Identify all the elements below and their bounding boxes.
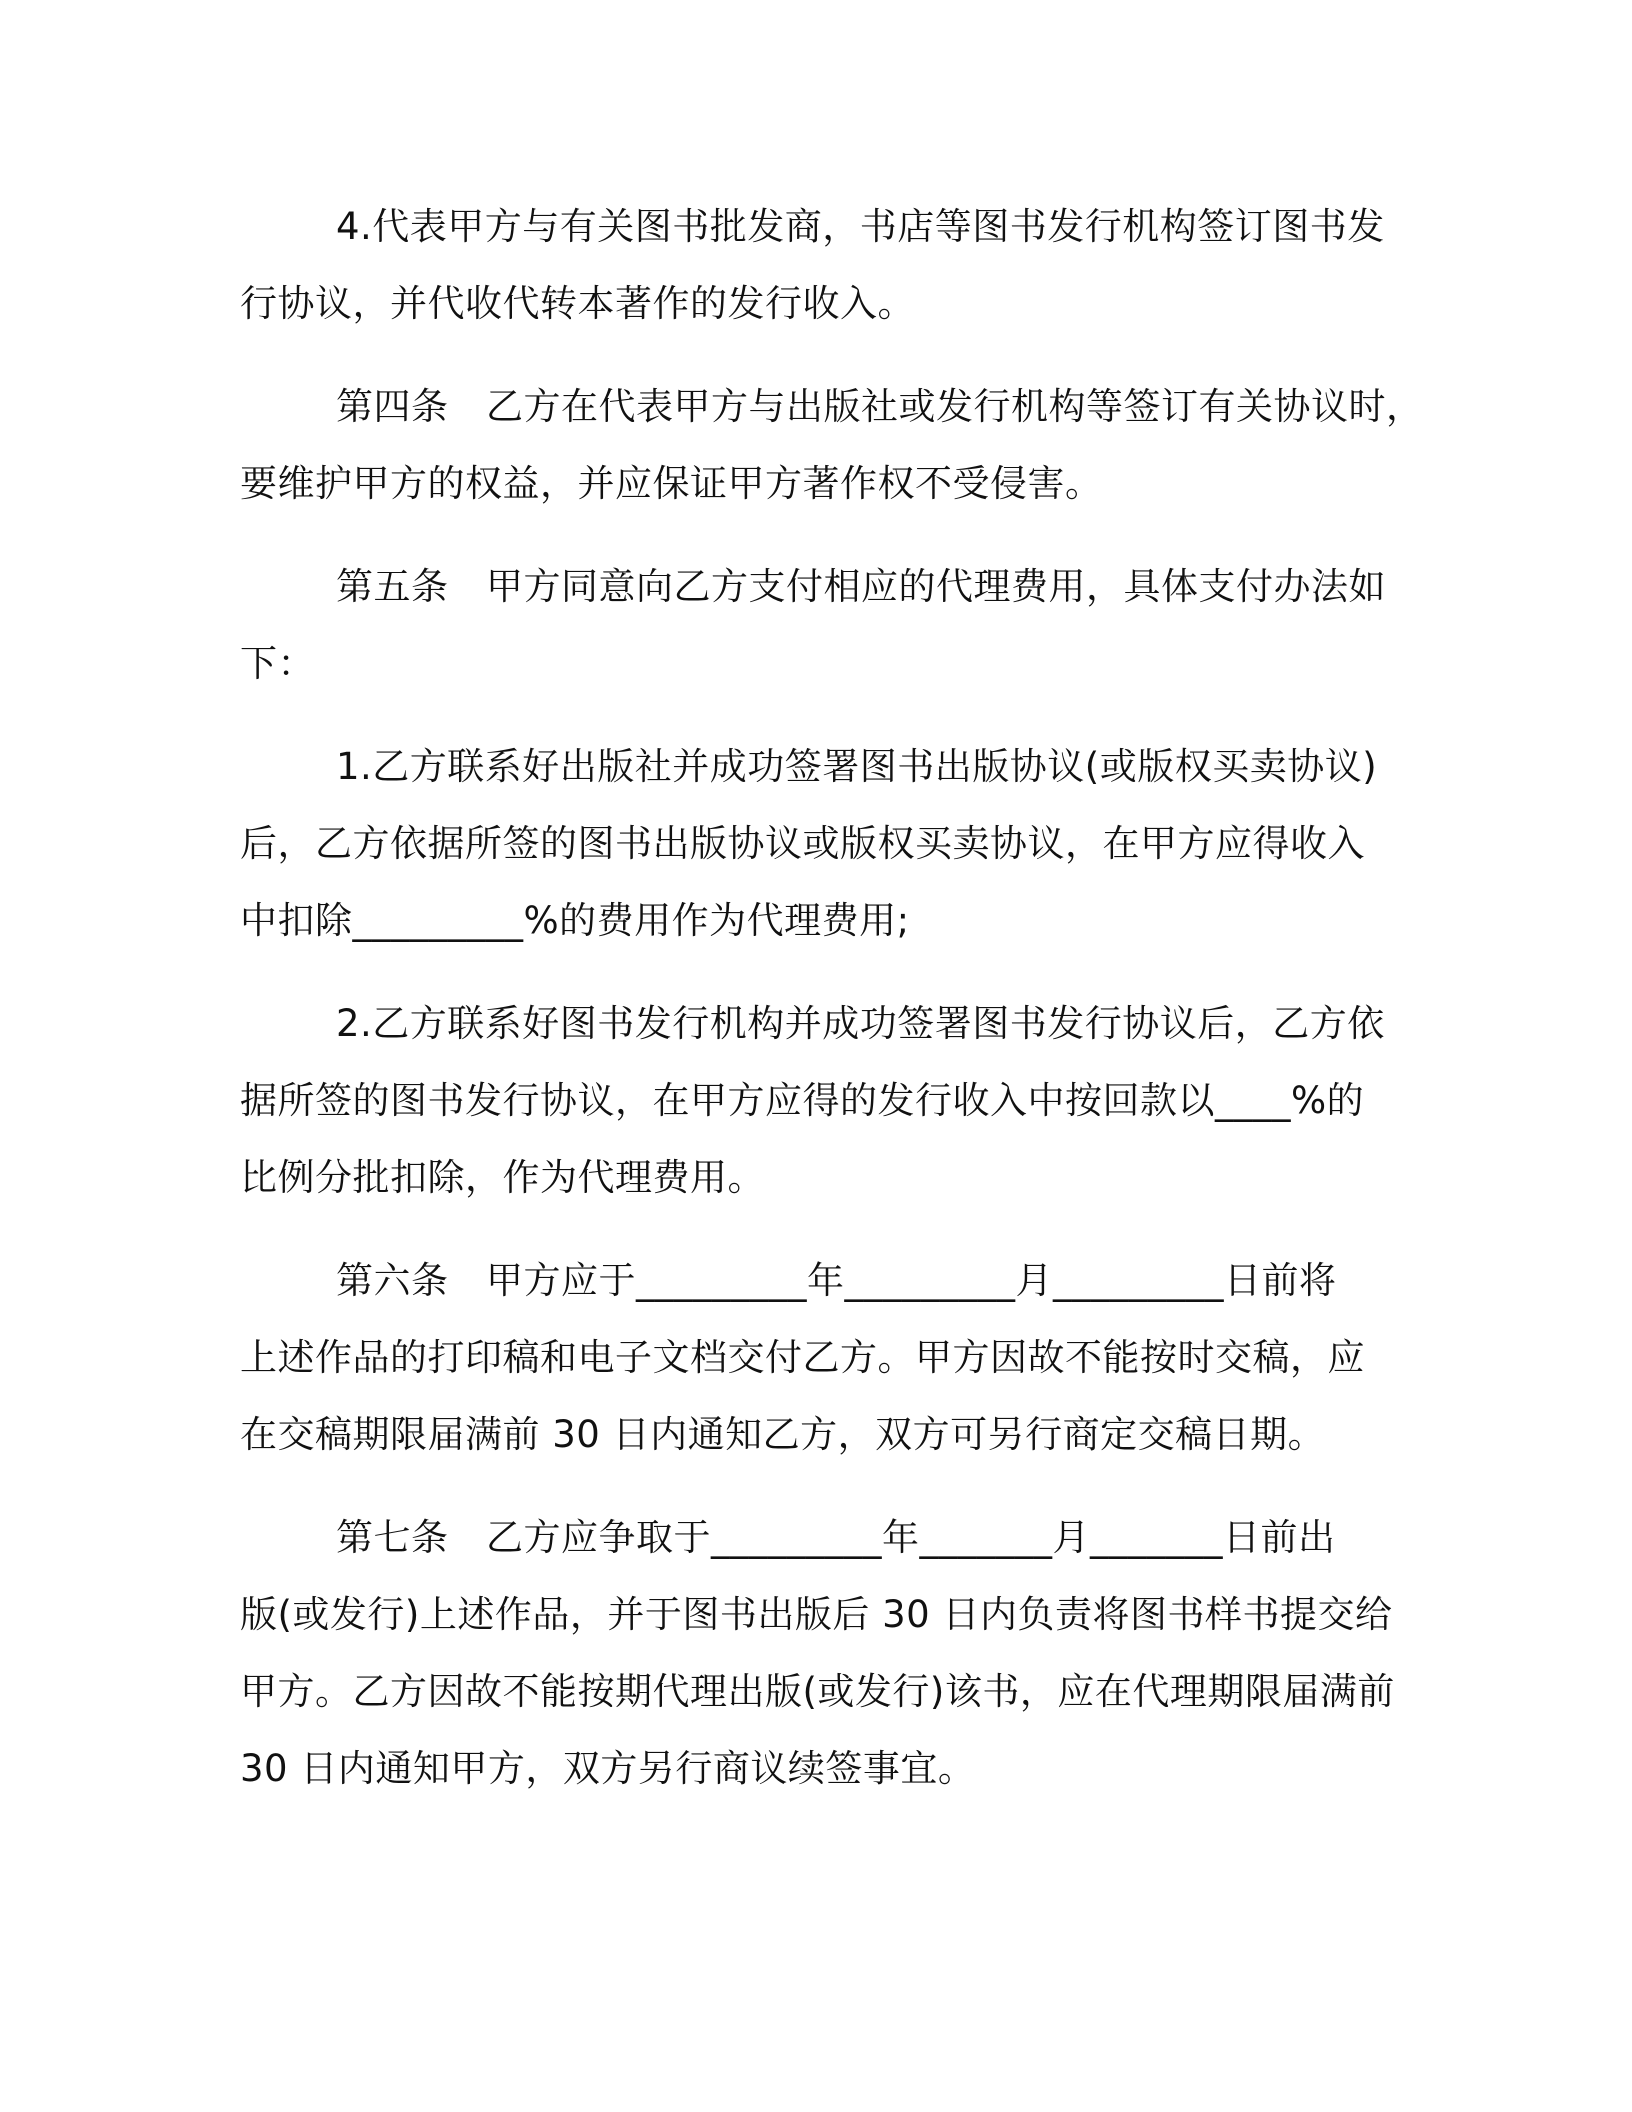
paragraph-line: 在交稿期限届满前 30 日内通知乙方，双方可另行商定交稿日期。 bbox=[240, 1413, 1326, 1456]
paragraph-article-6 bbox=[240, 1242, 1410, 1473]
paragraph-line: 后，乙方依据所签的图书出版协议或版权买卖协议，在甲方应得收入 bbox=[240, 822, 1365, 865]
paragraph-line: 第七条 乙方应争取于_________年_______月_______日前出 bbox=[336, 1516, 1336, 1559]
paragraph-clause-4-item-4 bbox=[240, 188, 1410, 342]
paragraph-line: 2.乙方联系好图书发行机构并成功签署图书发行协议后，乙方依 bbox=[336, 1002, 1385, 1045]
paragraph-article-4 bbox=[240, 368, 1424, 522]
paragraph-line: 30 日内通知甲方，双方另行商议续签事宜。 bbox=[240, 1747, 976, 1790]
paragraph-article-5 bbox=[240, 548, 1410, 702]
paragraph-line: 甲方。乙方因故不能按期代理出版(或发行)该书，应在代理期限届满前 bbox=[240, 1670, 1395, 1713]
paragraph-line: 第六条 甲方应于_________年_________月_________日前将 bbox=[336, 1259, 1337, 1302]
paragraph-line: 下： bbox=[240, 642, 315, 685]
paragraph-line: 上述作品的打印稿和电子文档交付乙方。甲方因故不能按时交稿，应 bbox=[240, 1336, 1365, 1379]
paragraph-line: 1.乙方联系好出版社并成功签署图书出版协议(或版权买卖协议) bbox=[336, 745, 1378, 788]
paragraph-line: 中扣除_________%的费用作为代理费用; bbox=[240, 899, 910, 942]
paragraph-line: 行协议，并代收代转本著作的发行收入。 bbox=[240, 282, 915, 325]
paragraph-line: 要维护甲方的权益，并应保证甲方著作权不受侵害。 bbox=[240, 462, 1103, 505]
paragraph-article-5-item-2 bbox=[240, 985, 1410, 1216]
paragraph-line: 据所签的图书发行协议，在甲方应得的发行收入中按回款以____%的 bbox=[240, 1079, 1365, 1122]
paragraph-line: 第五条 甲方同意向乙方支付相应的代理费用，具体支付办法如 bbox=[336, 565, 1386, 608]
document-body bbox=[240, 188, 1424, 1833]
paragraph-line: 比例分批扣除，作为代理费用。 bbox=[240, 1156, 765, 1199]
paragraph-line: 第四条 乙方在代表甲方与出版社或发行机构等签订有关协议时， bbox=[336, 385, 1424, 428]
paragraph-line: 4.代表甲方与有关图书批发商，书店等图书发行机构签订图书发 bbox=[336, 205, 1385, 248]
paragraph-article-7 bbox=[240, 1499, 1410, 1807]
paragraph-line: 版(或发行)上述作品，并于图书出版后 30 日内负责将图书样书提交给 bbox=[240, 1593, 1393, 1636]
paragraph-article-5-item-1 bbox=[240, 728, 1410, 959]
